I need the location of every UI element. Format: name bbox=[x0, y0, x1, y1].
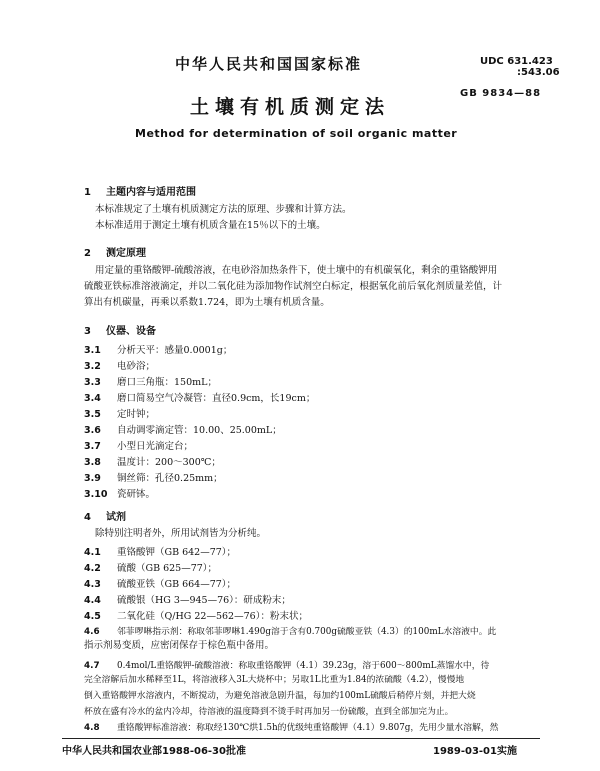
list-item-cont: 完全溶解后加水稀释至1L，将溶液移入3L大烧杯中；另取1L比重为1.84的浓硫酸（4.2），慢慢地 bbox=[84, 675, 465, 685]
list-item: 4.5 二氧化硅（Q/HG 22—562—76）：粉末状； bbox=[84, 611, 308, 622]
implementation-date: 1989-03-01实施 bbox=[433, 746, 517, 757]
udc-code-cont: :543.06 bbox=[517, 67, 560, 78]
footer-divider bbox=[62, 738, 540, 739]
section-2-line-2: 硫酸亚铁标准溶液滴定，并以二氧化硅为添加物作试剂空白标定，根据氧化前后氧化剂质量差值，计 bbox=[84, 281, 503, 292]
list-item: 3.3 磨口三角瓶：150mL； bbox=[84, 377, 217, 388]
list-item: 4.1 重铬酸钾（GB 642—77）； bbox=[84, 547, 237, 558]
section-4-heading: 4 试剂 bbox=[84, 512, 126, 523]
list-item: 3.10 瓷研钵。 bbox=[84, 489, 156, 500]
section-3-heading: 3 仪器、设备 bbox=[84, 326, 156, 337]
list-item: 4.8 重铬酸钾标准溶液：称取经130℃烘1.5h的优级纯重铬酸钾（4.1）9.807g，先用少量水溶解，然 bbox=[84, 723, 499, 733]
section-2-line-3: 算出有机碳量，再乘以系数1.724，即为土壤有机质含量。 bbox=[84, 297, 330, 308]
section-1-para-2: 本标准适用于测定土壤有机质含量在15％以下的土壤。 bbox=[95, 220, 326, 231]
list-item-cont: 杯放在盛有冷水的盆内冷却，待溶液的温度降到不烫手时再加另一份硫酸，直到全部加完为止。 bbox=[84, 707, 454, 717]
list-item: 3.5 定时钟； bbox=[84, 409, 156, 420]
udc-code: UDC 631.423 bbox=[480, 56, 553, 67]
section-4-intro: 除特别注明者外，所用试剂皆为分析纯。 bbox=[95, 528, 267, 539]
section-2-heading: 2 测定原理 bbox=[84, 248, 146, 259]
approval-note: 中华人民共和国农业部1988-06-30批准 bbox=[62, 746, 246, 757]
list-item: 3.2 电砂浴； bbox=[84, 361, 156, 372]
list-item: 3.9 铜丝筛：孔径0.25mm； bbox=[84, 473, 223, 484]
list-item: 3.1 分析天平：感量0.0001g； bbox=[84, 345, 233, 356]
section-1-heading: 1 主题内容与适用范围 bbox=[84, 187, 196, 198]
list-item-cont: 指示剂易变质，应密闭保存于棕色瓶中备用。 bbox=[84, 640, 275, 651]
list-item-cont: 倒入重铬酸钾水溶液内，不断搅动，为避免溶液急剧升温，每加约100mL硫酸后稍停片刻，并把大烧 bbox=[84, 691, 476, 701]
list-item: 4.2 硫酸（GB 625—77）； bbox=[84, 563, 218, 574]
list-item: 3.6 自动调零滴定管：10.00、25.00mL； bbox=[84, 425, 282, 436]
list-item: 3.4 磨口简易空气冷凝管：直径0.9cm，长19cm； bbox=[84, 393, 316, 404]
section-2-line-1: 用定量的重铬酸钾-硫酸溶液，在电砂浴加热条件下，使土壤中的有机碳氧化，剩余的重铬酸钾用 bbox=[95, 265, 498, 276]
list-item: 4.7 0.4mol/L重铬酸钾-硫酸溶液：称取重铬酸钾（4.1）39.23g，溶于600～800mL蒸馏水中，待 bbox=[84, 661, 490, 671]
list-item: 4.4 硫酸银（HG 3—945—76）：研成粉末； bbox=[84, 595, 291, 606]
standard-org-heading: 中华人民共和国国家标准 bbox=[175, 55, 363, 73]
document-title-en: Method for determination of soil organic matter bbox=[135, 127, 458, 140]
section-1-para-1: 本标准规定了土壤有机质测定方法的原理、步骤和计算方法。 bbox=[95, 204, 352, 215]
list-item: 3.7 小型日光滴定台； bbox=[84, 441, 194, 452]
list-item: 4.6 邻菲啰啉指示剂：称取邻菲啰啉1.490g溶于含有0.700g硫酸亚铁（4.3）的100mL水溶液中。此 bbox=[84, 627, 497, 637]
gb-number: GB 9834—88 bbox=[460, 88, 542, 99]
list-item: 3.8 温度计：200～300℃； bbox=[84, 457, 221, 468]
list-item: 4.3 硫酸亚铁（GB 664—77）； bbox=[84, 579, 237, 590]
document-title-cn: 土壤有机质测定法 bbox=[190, 96, 391, 118]
